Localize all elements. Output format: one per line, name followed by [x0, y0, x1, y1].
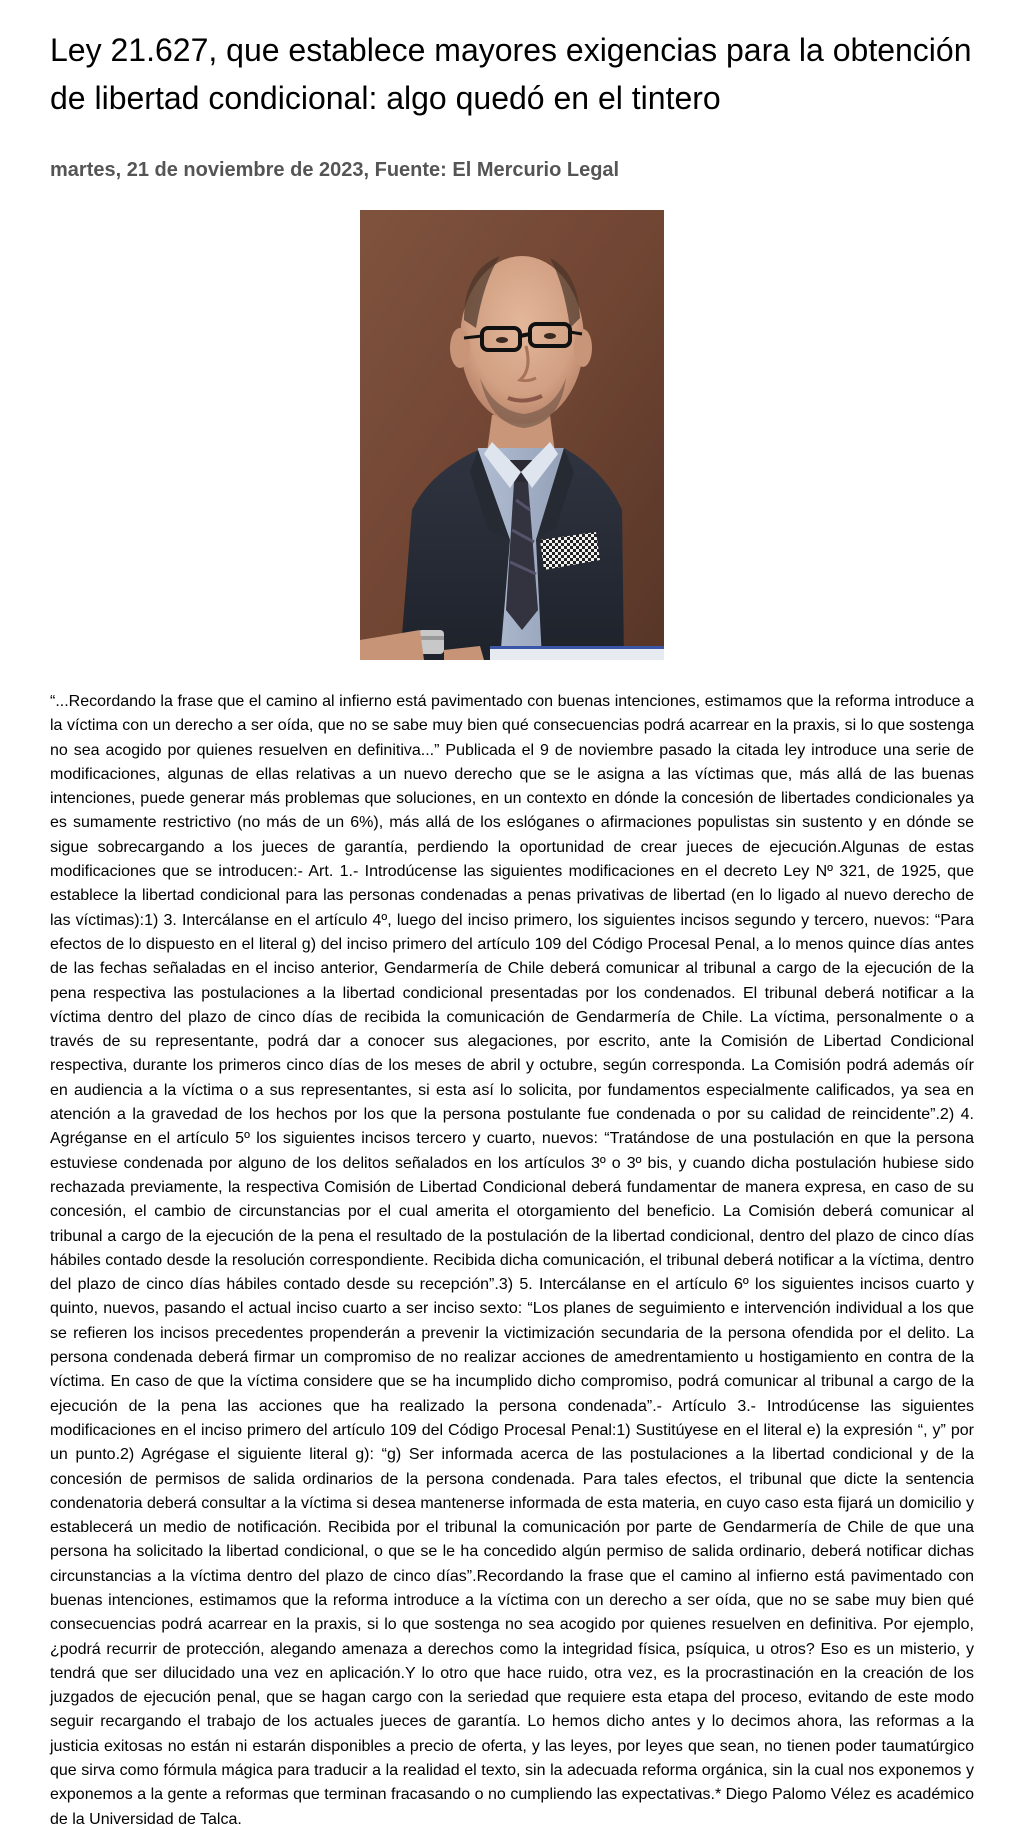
article-byline: martes, 21 de noviembre de 2023, Fuente: El Mercurio Legal [50, 159, 620, 181]
article-body: “...Recordando la frase que el camino al infierno está pavimentado con buenas intenciones, estimamos que la reforma introduce a la víctima con un derecho a ser oída, que no se sabe muy bien qué consecuencias podrá acarrear en la praxis, si lo que sostenga no sea acogido por quienes resuelven en definitiva...” Publicada el 9 de noviembre pasado la citada ley introduce una serie de modificaciones, algunas de ellas relativas a un nuevo derecho que se le asigna a las víctimas que, más allá de las buenas intenciones, puede generar más problemas que soluciones, en un contexto en dónde la concesión de libertades condicionales ya es sumamente restrictivo (no más de un 6%), más allá de los eslóganes o afirmaciones populistas sin sustento y en dónde se sigue sobrecargando a los jueces de garantía, perdiendo la oportunidad de crear jueces de ejecución.Algunas de estas modificaciones que se introducen:- Art. 1.- Introdúcense las siguientes modificaciones en el decreto Ley Nº 321, de 1925, que establece la libertad condicional para las personas condenadas a penas privativas de libertad (en lo ligado al nuevo derecho de las víctimas):1) 3. Intercálanse en el artículo 4º, luego del inciso primero, los siguientes incisos segundo y tercero, nuevos: “Para efectos de lo dispuesto en el literal g) del inciso primero del artículo 109 del Código Procesal Penal, a lo menos quince días antes de las fechas señaladas en el inciso anterior, Gendarmería de Chile deberá comunicar al tribunal a cargo de la ejecución de la pena respectiva las postulaciones a la libertad condicional presentadas por los condenados. El tribunal deberá notificar a la víctima dentro del plazo de cinco días de recibida la comunicación de Gendarmería de Chile. La víctima, personalmente o a través de su representante, podrá dar a conocer sus alegaciones, por escrito, ante la Comisión de Libertad Condicional respectiva, durante los primeros cinco días de los meses de abril y octubre, según corresponda. La Comisión podrá además oír en audiencia a la víctima o a sus representantes, si esta así lo solicita, por fundamentos especialmente calificados, ya sea en atención a la gravedad de los hechos por los que la persona postulante fue condenada o por su calidad de reincidente”.2) 4. Agréganse en el artículo 5º los siguientes incisos tercero y cuarto, nuevos: “Tratándose de una postulación en que la persona estuviese condenada por alguno de los delitos señalados en los artículos 3º o 3º bis, y cuando dicha postulación hubiese sido rechazada previamente, la respectiva Comisión de Libertad Condicional deberá fundamentar de manera expresa, en caso de su concesión, el cambio de circunstancias por el cual amerita el otorgamiento del beneficio. La Comisión deberá comunicar al tribunal a cargo de la ejecución de la pena el resultado de la postulación de la libertad condicional, dentro del plazo de cinco días hábiles contado desde la resolución correspondiente. Recibida dicha comunicación, el tribunal deberá notificar a la víctima, dentro del plazo de cinco días hábiles contado desde su recepción”.3) 5. Intercálanse en el artículo 6º los siguientes incisos cuarto y quinto, nuevos, pasando el actual inciso cuarto a ser inciso sexto: “Los planes de seguimiento e intervención individual a los que se refieren los incisos precedentes propenderán a prevenir la victimización secundaria de la persona ofendida por el delito. La persona condenada deberá firmar un compromiso de no realizar acciones de amedrentamiento u hostigamiento en contra de la víctima. En caso de que la víctima considere que se ha incumplido dicho compromiso, podrá comunicar al tribunal a cargo de la ejecución de la pena las acciones que ha realizado la persona condenada”.- Artículo 3.- Introdúcense las siguientes modificaciones en el inciso primero del artículo 109 del Código Procesal Penal:1) Sustitúyese en el literal e) la expresión “, y” por un punto.2) Agrégase el siguiente literal g): “g) Ser informada acerca de las postulaciones a la libertad condicional y de la concesión de permisos de salida ordinarios de la persona condenada. Para tales efectos, el tribunal que dicte la sentencia condenatoria deberá consultar a la víctima si desea mantenerse informada de esta materia, en cuyo caso esta fijará un domicilio y establecerá un medio de notificación. Recibida por el tribunal la comunicación por parte de Gendarmería de Chile de que una persona ha solicitado la libertad condicional, o que se le ha concedido algún permiso de salida ordinario, deberá notificar dichas circunstancias a la víctima dentro del plazo de cinco días”.Recordando la frase que el camino al infierno está pavimentado con buenas intenciones, estimamos que la reforma introduce a la víctima con un derecho a ser oída, que no se sabe muy bien qué consecuencias podrá acarrear en la praxis, si lo que sostenga no sea acogido por quienes resuelven en definitiva. Por ejemplo, ¿podrá recurrir de protección, alegando amenaza a derechos como la integridad física, psíquica, u otros? Eso es un misterio, y tendrá que ser dilucidado una vez en aplicación.Y lo otro que hace ruido, otra vez, es la procrastinación en la creación de los juzgados de ejecución penal, que se hagan cargo con la seriedad que requiere esta etapa del proceso, evitando de este modo seguir recargando el trabajo de los actuales jueces de garantía. Lo hemos dicho antes y lo decimos ahora, las reformas a la justicia exitosas no están ni estarán disponibles a precio de oferta, y las leyes, por leyes que sean, no tienen poder taumatúrgico que sirva como fórmula mágica para traducir a la realidad el texto, sin la adecuada reforma orgánica, sin la cual nos exponemos y exponemos a la gente a reformas que terminan fracasando o no cumpliendo las expectativas.* Diego Palomo Vélez es académico de la Universidad de Talca. [50, 693, 974, 1828]
article-title: Ley 21.627, que establece mayores exigencias para la obtención de libertad condicional: algo quedó en el tintero [50, 32, 972, 116]
article-photo-container [50, 210, 974, 660]
portrait-photo [360, 210, 664, 660]
